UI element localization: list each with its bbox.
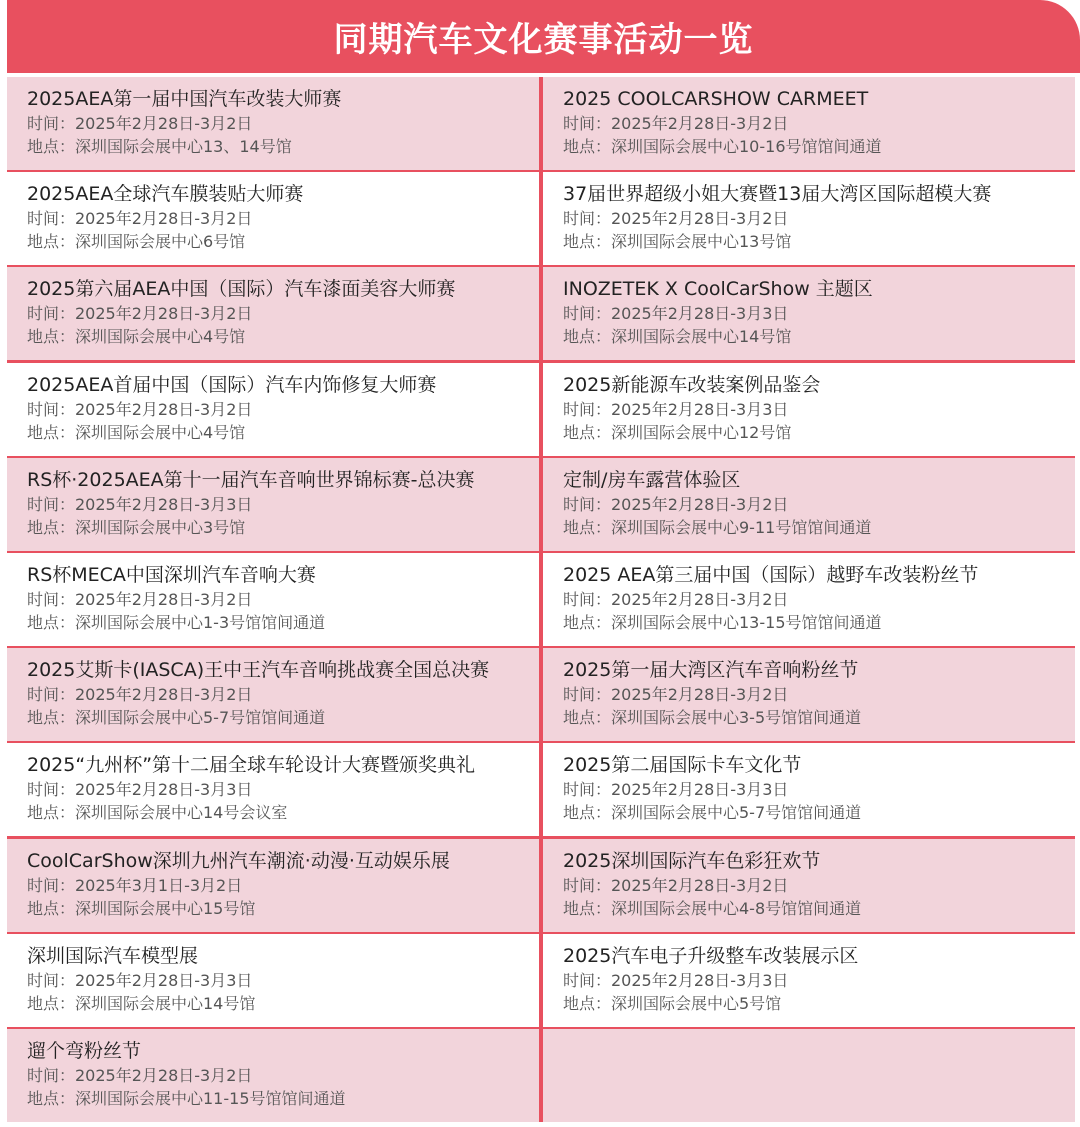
event-cell bbox=[7, 743, 539, 836]
event-cell bbox=[7, 77, 539, 170]
event-place: 地点：深圳国际会展中心4-8号馆馆间通道 bbox=[563, 898, 862, 918]
event-title: 2025艾斯卡(IASCA)王中王汽车音响挑战赛全国总决赛 bbox=[27, 659, 490, 682]
event-title: 2025AEA第一届中国汽车改装大师赛 bbox=[27, 88, 342, 110]
event-time: 时间：2025年2月28日-3月2日 bbox=[563, 589, 789, 609]
page-title: 同期汽车文化赛事活动一览 bbox=[7, 0, 1080, 73]
event-title: 2025 AEA第三届中国（国际）越野车改装粉丝节 bbox=[563, 563, 979, 586]
event-title: 深圳国际汽车模型展 bbox=[27, 944, 199, 967]
events-table bbox=[7, 77, 1075, 1122]
event-cell bbox=[543, 648, 1075, 741]
event-title: 2025汽车电子升级整车改装展示区 bbox=[563, 944, 859, 967]
event-time: 时间：2025年2月28日-3月2日 bbox=[27, 114, 253, 133]
event-time: 时间：2025年2月28日-3月2日 bbox=[563, 114, 789, 133]
event-place: 地点：深圳国际会展中心3号馆 bbox=[27, 517, 246, 537]
event-place: 地点：深圳国际会展中心13号馆 bbox=[563, 232, 792, 252]
event-cell bbox=[543, 839, 1075, 932]
event-time: 时间：2025年2月28日-3月2日 bbox=[27, 209, 253, 229]
event-cell bbox=[7, 1029, 539, 1122]
event-time: 时间：2025年2月28日-3月3日 bbox=[27, 494, 253, 514]
event-cell bbox=[7, 363, 539, 456]
event-title: 定制/房车露营体验区 bbox=[563, 468, 741, 491]
event-place: 地点：深圳国际会展中心9-11号馆馆间通道 bbox=[563, 517, 872, 537]
event-place: 地点：深圳国际会展中心4号馆 bbox=[27, 327, 246, 347]
event-time: 时间：2025年2月28日-3月2日 bbox=[27, 304, 253, 324]
event-cell bbox=[7, 839, 539, 932]
event-title: 2025“九州杯”第十二届全球车轮设计大赛暨颁奖典礼 bbox=[27, 754, 476, 777]
event-title: 2025AEA全球汽车膜装贴大师赛 bbox=[27, 183, 304, 206]
event-cell bbox=[7, 267, 539, 360]
event-title: CoolCarShow深圳九州汽车潮流·动漫·互动娱乐展 bbox=[27, 849, 450, 872]
event-title: INOZETEK X CoolCarShow 主题区 bbox=[563, 278, 873, 301]
event-time: 时间：2025年2月28日-3月2日 bbox=[27, 399, 253, 419]
event-time: 时间：2025年2月28日-3月2日 bbox=[27, 685, 253, 705]
event-title: 2025新能源车改装案例品鉴会 bbox=[563, 373, 821, 396]
event-time: 时间：2025年2月28日-3月2日 bbox=[27, 589, 253, 609]
event-place: 地点：深圳国际会展中心14号馆 bbox=[563, 327, 792, 347]
event-title: RS杯·2025AEA第十一届汽车音响世界锦标赛-总决赛 bbox=[27, 468, 475, 491]
event-time: 时间：2025年2月28日-3月2日 bbox=[563, 685, 789, 705]
event-place: 地点：深圳国际会展中心14号会议室 bbox=[27, 803, 288, 823]
event-title: 2025第一届大湾区汽车音响粉丝节 bbox=[563, 659, 859, 682]
event-title: RS杯MECA中国深圳汽车音响大赛 bbox=[27, 563, 316, 586]
event-time: 时间：2025年2月28日-3月3日 bbox=[563, 970, 789, 990]
event-cell bbox=[543, 934, 1075, 1027]
event-place: 地点：深圳国际会展中心13-15号馆馆间通道 bbox=[563, 612, 882, 632]
event-place: 地点：深圳国际会展中心13、14号馆 bbox=[27, 137, 292, 156]
event-cell bbox=[543, 743, 1075, 836]
event-title: 2025 COOLCARSHOW CARMEET bbox=[563, 88, 869, 110]
event-place: 地点：深圳国际会展中心5号馆 bbox=[563, 993, 782, 1013]
event-place: 地点：深圳国际会展中心5-7号馆馆间通道 bbox=[27, 708, 326, 728]
event-place: 地点：深圳国际会展中心10-16号馆馆间通道 bbox=[563, 137, 882, 156]
event-place: 地点：深圳国际会展中心3-5号馆馆间通道 bbox=[563, 708, 862, 728]
event-cell bbox=[543, 553, 1075, 646]
event-title: 遛个弯粉丝节 bbox=[27, 1039, 142, 1062]
event-title: 37届世界超级小姐大赛暨13届大湾区国际超模大赛 bbox=[563, 183, 992, 206]
event-title: 2025第二届国际卡车文化节 bbox=[563, 754, 802, 777]
event-cell bbox=[543, 363, 1075, 456]
event-title: 2025深圳国际汽车色彩狂欢节 bbox=[563, 849, 821, 872]
event-time: 时间：2025年2月28日-3月2日 bbox=[27, 1065, 253, 1085]
event-title: 2025AEA首届中国（国际）汽车内饰修复大师赛 bbox=[27, 373, 437, 396]
empty-cell bbox=[543, 1029, 1075, 1122]
event-place: 地点：深圳国际会展中心1-3号馆馆间通道 bbox=[27, 612, 326, 632]
event-place: 地点：深圳国际会展中心5-7号馆馆间通道 bbox=[563, 803, 862, 823]
event-time: 时间：2025年2月28日-3月3日 bbox=[563, 304, 789, 324]
event-place: 地点：深圳国际会展中心11-15号馆馆间通道 bbox=[27, 1088, 346, 1108]
event-place: 地点：深圳国际会展中心14号馆 bbox=[27, 993, 256, 1013]
event-place: 地点：深圳国际会展中心15号馆 bbox=[27, 898, 256, 918]
event-cell bbox=[7, 172, 539, 265]
event-cell bbox=[7, 648, 539, 741]
event-cell bbox=[7, 458, 539, 551]
event-time: 时间：2025年2月28日-3月3日 bbox=[27, 780, 253, 800]
event-time: 时间：2025年2月28日-3月3日 bbox=[27, 970, 253, 990]
event-cell bbox=[543, 172, 1075, 265]
event-place: 地点：深圳国际会展中心4号馆 bbox=[27, 422, 246, 442]
event-cell bbox=[7, 553, 539, 646]
event-cell bbox=[543, 77, 1075, 170]
event-time: 时间：2025年3月1日-3月2日 bbox=[27, 875, 243, 895]
event-time: 时间：2025年2月28日-3月2日 bbox=[563, 209, 789, 229]
event-time: 时间：2025年2月28日-3月3日 bbox=[563, 780, 789, 800]
event-cell bbox=[7, 934, 539, 1027]
event-cell bbox=[543, 458, 1075, 551]
event-place: 地点：深圳国际会展中心12号馆 bbox=[563, 422, 792, 442]
event-title: 2025第六届AEA中国（国际）汽车漆面美容大师赛 bbox=[27, 278, 456, 301]
event-time: 时间：2025年2月28日-3月2日 bbox=[563, 875, 789, 895]
event-time: 时间：2025年2月28日-3月3日 bbox=[563, 399, 789, 419]
event-place: 地点：深圳国际会展中心6号馆 bbox=[27, 232, 246, 252]
event-cell bbox=[543, 267, 1075, 360]
event-time: 时间：2025年2月28日-3月2日 bbox=[563, 494, 789, 514]
